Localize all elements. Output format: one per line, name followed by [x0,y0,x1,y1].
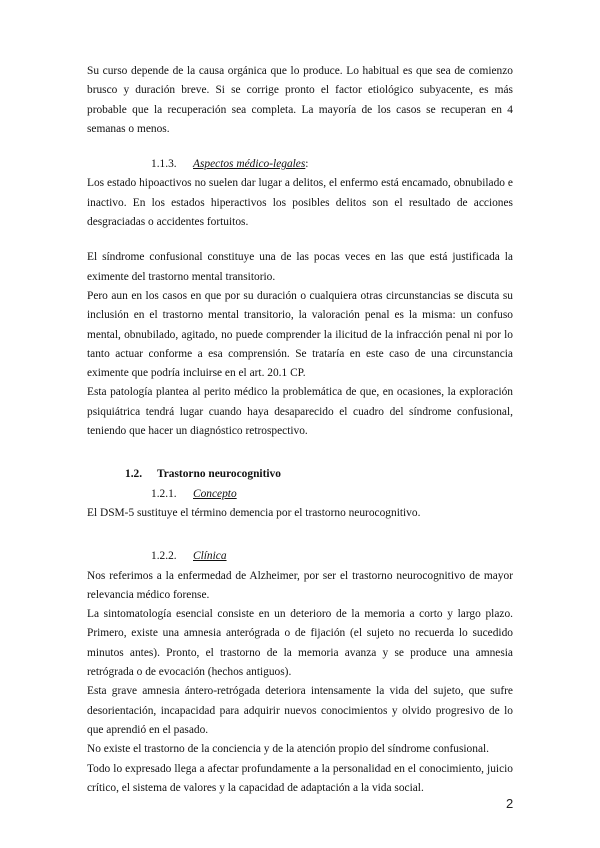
paragraph-course: Su curso depende de la causa orgánica que lo produce. Lo habitual es que sea de comienzo brusco y duración breve. Si se corrige pronto el factor etiológico subyacente, es más probable que la recuperación sea completa. La mayoría de los casos se recuperan en 4 semanas o menos. [87,65,513,135]
heading-1-2-1 [87,485,513,504]
paragraph-alzheimer: Nos referimos a la enfermedad de Alzheimer, por ser el trastorno neurocognitivo de mayor relevancia médico forense. [87,569,513,601]
heading-title: Clínica [193,550,227,563]
heading-number: 1.2.1. [151,487,177,500]
heading-number: 1.2. [125,468,143,481]
heading-title: Aspectos médico-legales [193,158,306,171]
paragraph-valoracion: Pero aun en los casos en que por su duración o cualquiera otras circunstancias se discuta su inclusión en el trastorno mental transitorio, la valoración penal es la misma: un confuso mental, obnubilado, agitado, no puede comprender la ilicitud de la infracción penal ni por lo tanto actuar conforme a esa comprensión. Se trataría en este caso de una circunstancia eximente que podría incluirse en el art. 20.1 CP. [87,289,513,380]
heading-1-1-3 [87,155,513,174]
heading-number: 1.2.2. [151,550,177,563]
heading-title: Concepto [193,487,237,500]
paragraph-dsm5: El DSM-5 sustituye el término demencia por el trastorno neurocognitivo. [87,506,421,519]
paragraph-sintomatologia: La sintomatología esencial consiste en un deterioro de la memoria a corto y largo plazo. Primero, existe una amnesia anterógrada o de fijación (el sujeto no recuerda lo sucedido minutos antes). Pronto, el trastorno de la memoria avanza y se produce una amnesia retrógrada o de evocación (hechos antiguos). [87,608,513,679]
page-content [87,62,513,798]
heading-1-2-2 [87,547,513,566]
paragraph-amnesia: Esta grave amnesia ántero-retrógada deteriora intensamente la vida del sujeto, que sufre desorientación, incapacidad para adquirir nuevos conocimientos y olvido progresivo de lo que aprendió en el pasado. [87,685,513,736]
heading-suffix: : [305,158,309,171]
heading-1-2 [87,465,513,484]
paragraph-hypoactive: Los estado hipoactivos no suelen dar lugar a delitos, el enfermo está encamado, obnubilado e inactivo. En los estados hiperactivos los posibles delitos son el resultado de acciones desgraciadas o accidentes fortuitos. [87,177,513,229]
heading-number: 1.1.3. [151,158,177,171]
page-number: 2 [506,796,514,811]
paragraph-personalidad: Todo lo expresado llega a afectar profundamente a la personalidad en el conocimiento, juicio crítico, el sistema de valores y la capacidad de adaptación a la vida social. [87,762,513,794]
paragraph-conciencia: No existe el trastorno de la conciencia y de la atención propio del síndrome confusional. [87,743,490,756]
paragraph-retrospectivo: Esta patología plantea al perito médico la problemática de que, en ocasiones, la exploración psiquiátrica tendrá lugar cuando haya desaparecido el cuadro del síndrome confusional, teniendo que hacer un diagnóstico retrospectivo. [87,386,513,438]
heading-title: Trastorno neurocognitivo [157,468,281,481]
paragraph-eximente: El síndrome confusional constituye una de las pocas veces en las que está justificada la eximente del trastorno mental transitorio. [87,251,513,283]
